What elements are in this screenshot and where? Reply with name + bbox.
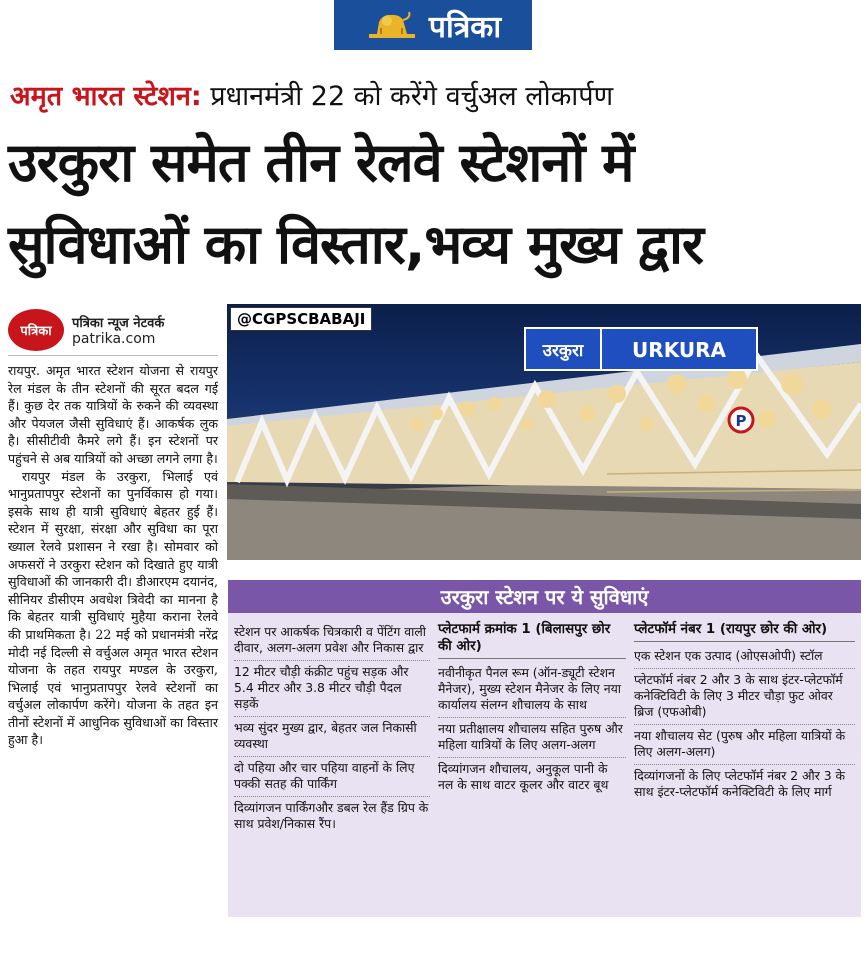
kicker xyxy=(10,76,613,113)
lion-emblem-icon xyxy=(365,8,419,42)
kicker-lead: अमृत भारत स्टेशन: xyxy=(10,81,202,112)
watermark: @CGPSCBABAJI xyxy=(230,307,372,331)
facility-item: 12 मीटर चौड़ी कंक्रीट पहुंच सड़क और 5.4 मीटर और 3.8 मीटर चौड़ी पैदल सड़कें xyxy=(234,661,430,717)
brand-name: पत्रिका xyxy=(428,9,502,45)
masthead xyxy=(334,0,532,50)
facility-item: स्टेशन पर आकर्षक चित्रकारी व पेंटिंग वाली दीवार, अलग-अलग प्रवेश और निकास द्वार xyxy=(234,621,430,661)
facilities-column-2 xyxy=(438,621,626,836)
station-illustration xyxy=(227,304,861,560)
sign-hindi: उरकुरा xyxy=(542,341,584,361)
facility-item: नवीनीकृत पैनल रूम (ऑन-ड्यूटी स्टेशन मैनेजर), मुख्य स्टेशन मैनेजर के लिए नया कार्यालय संलग्न शौचालय के साथ xyxy=(438,662,626,718)
patrika-logo: पत्रिका xyxy=(8,309,64,351)
facilities-column-1 xyxy=(234,621,430,836)
facility-item: नया प्रतीक्षालय शौचालय सहित पुरुष और महिला यात्रियों के लिए अलग-अलग xyxy=(438,718,626,758)
article-paragraph: रायपुर मंडल के उरकुरा, भिलाई एवं भानुप्रतापपुर स्टेशनों का पुनर्विकास हो गया। इसके साथ ही यात्री सुविधाएं बेहतर हुई हैं। स्टेशन में सुरक्षा, संरक्षा और सुविधा का पूरा ख्याल रेलवे प्रशासन ने रखा है। सोमवार को अफसरों ने उरकुरा स्टेशन को दिखाते हुए यात्री सुविधाओं की जानकारी दी। डीआरएम दयानंद, सीनियर डीसीएम अवधेश त्रिवेदी का मानना है कि बेहतर यात्री सुविधाएं मुहैया कराना रेलवे की प्राथमिकता है। 22 मई को प्रधानमंत्री नरेंद्र मोदी नई दिल्ली से वर्चुअल अमृत भारत स्टेशन योजना के तहत रायपुर मण्डल के उरकुरा, भिलाई एवं भानुप्रतापपुर रेलवे स्टेशनों का वर्चुअल लोकार्पण करेंगे। योजना के तहत इन तीनों स्टेशनों में आधुनिक सुविधाओं का विस्तार हुआ है। xyxy=(8,468,218,748)
parking-sign: P xyxy=(735,412,747,430)
facilities-column-3 xyxy=(634,621,855,836)
article-body xyxy=(8,362,218,749)
facility-item: भव्य सुंदर मुख्य द्वार, बेहतर जल निकासी व्यवस्था xyxy=(234,717,430,757)
facility-item: नया शौचालय सेट (पुरुष और महिला यात्रियों के लिए अलग-अलग) xyxy=(634,725,855,765)
headline-line-2: सुविधाओं का विस्तार,भव्य मुख्य द्वार xyxy=(8,213,704,276)
column-heading: प्लेटफार्म क्रमांक 1 (बिलासपुर छोर की ओर) xyxy=(438,621,626,659)
station-photo xyxy=(227,304,861,560)
byline-network: पत्रिका न्यूज नेटवर्क xyxy=(72,315,165,331)
column-heading: प्लेटफॉर्म नंबर 1 (रायपुर छोर की ओर) xyxy=(634,621,855,642)
sign-english: URKURA xyxy=(632,338,726,362)
facility-item: दिव्यांगजनों के लिए प्लेटफॉर्म नंबर 2 और 3 के साथ इंटर-प्लेटफॉर्म कनेक्टिविटी के लिए मार्ग xyxy=(634,768,846,799)
facility-item: एक स्टेशन एक उत्पाद (ओएसओपी) स्टॉल xyxy=(634,645,855,669)
facilities-title: उरकुरा स्टेशन पर ये सुविधाएं xyxy=(228,580,861,613)
kicker-rest: प्रधानमंत्री 22 को करेंगे वर्चुअल लोकार्पण xyxy=(201,81,614,112)
facility-item: दो पहिया और चार पहिया वाहनों के लिए पक्की सतह की पार्किंग xyxy=(234,757,430,797)
facility-item: दिव्यांगजन शौचालय, अनुकूल पानी के नल के साथ वाटर कूलर और वाटर बूथ xyxy=(438,761,609,792)
article-paragraph: रायपुर. अमृत भारत स्टेशन योजना से रायपुर रेल मंडल के तीन स्टेशनों की सूरत बदल गई हैं। कुछ देर तक यात्रियों के रुकने की व्यवस्था और पेयजल जैसी सुविधाएं हैं। आकर्षक लुक है। सीसीटीवी कैमरे लगे हैं। इन स्टेशनों पर पहुंचने से अब यात्रियों को अच्छा लगने लगा है। xyxy=(8,363,218,466)
byline-website: patrika.com xyxy=(72,330,156,347)
facility-item: प्लेटफॉर्म नंबर 2 और 3 के साथ इंटर-प्लेटफॉर्म कनेक्टिविटी के लिए 3 मीटर चौड़ा फुट ओवर ब्रिज (एफओबी) xyxy=(634,669,855,725)
facilities-box xyxy=(228,580,861,917)
facility-item: दिव्यांगजन पार्किंगऔर डबल रेल हैंड ग्रिप के साथ प्रवेश/निकास रैंप। xyxy=(234,800,429,831)
byline xyxy=(8,304,218,356)
headline-line-1: उरकुरा समेत तीन रेलवे स्टेशनों में xyxy=(8,131,634,194)
